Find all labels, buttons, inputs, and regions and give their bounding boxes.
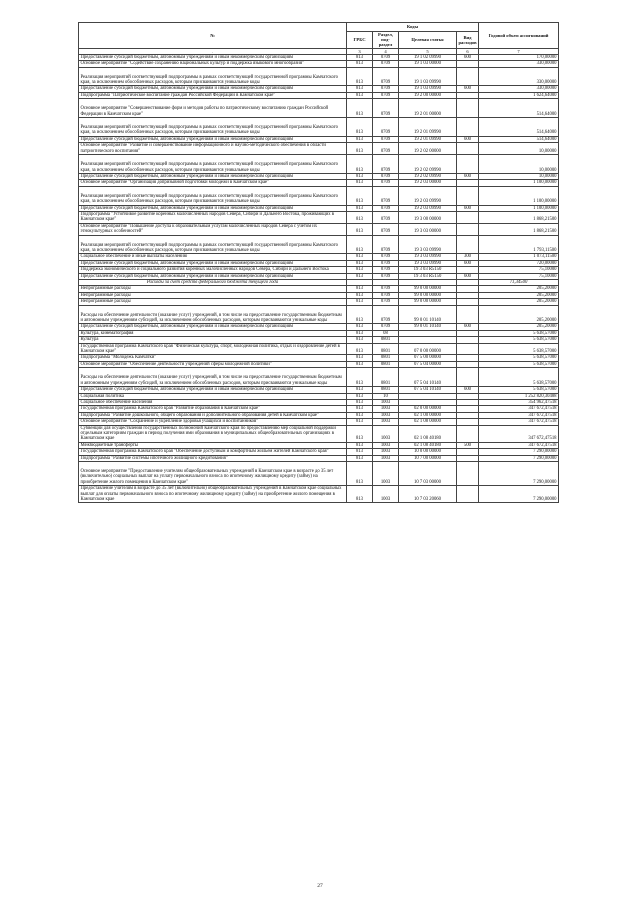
cell-grbs: 813 — [347, 387, 373, 393]
cell-name: Предоставление субсидий бюджетным, автономным учреждениям и иным некоммерческим организациям — [79, 324, 347, 330]
cell-section: 0709 — [373, 292, 399, 298]
cell-amount: 7 290,00000 — [479, 461, 559, 485]
cell-amount: 7 290,00000 — [479, 486, 559, 503]
table-row — [79, 155, 559, 174]
cell-amount: 205,20000 — [479, 286, 559, 292]
cell-grbs: 813 — [347, 260, 373, 266]
cell-target: 07 5 04 10140 — [399, 368, 457, 387]
cell-name: Основное мероприятие "Повышение доступа к образовательным услугам малочисленных народов Севера с учетом их этнокультурных особенностей" — [79, 223, 347, 235]
cell-target: 02 1 00 00000 — [399, 412, 457, 418]
col-header-grbs: ГРБС — [347, 32, 373, 49]
cell-target: 19 3 00 00000 — [399, 211, 457, 223]
cell-section: 1003 — [373, 486, 399, 503]
cell-section: 0709 — [373, 180, 399, 186]
cell-grbs: 813 — [347, 299, 373, 305]
cell-target: 19 1 03 09990 — [399, 86, 457, 92]
cell-name: Основное мероприятие "Сохранение и укрепление здоровья учащихся и воспитанников" — [79, 419, 347, 425]
cell-grbs: 813 — [347, 419, 373, 425]
cell-section: 0709 — [373, 54, 399, 60]
cell-exp: 600 — [457, 324, 479, 330]
cell-name: Предоставление субсидий бюджетным, автономным учреждениям и иным некоммерческим организациям — [79, 260, 347, 266]
cell-target: 10 7 03 00000 — [399, 461, 457, 485]
cell-exp — [457, 461, 479, 485]
cell-amount: 5 638,57000 — [479, 361, 559, 367]
cell-target: 07 5 04 00000 — [399, 361, 457, 367]
cell-grbs: 813 — [347, 330, 373, 336]
cell-name: Предоставление субсидий бюджетным, автономным учреждениям и иным некоммерческим организациям — [79, 205, 347, 211]
cell-grbs: 813 — [347, 67, 373, 86]
cell-section: 0709 — [373, 67, 399, 86]
cell-name: Социальное обеспечение и иные выплаты населению — [79, 254, 347, 260]
cell-exp — [457, 99, 479, 118]
cell-name: Подпрограмма "Развитие дошкольного, общего образования и дополнительного образования детей в Камчатском крае" — [79, 412, 347, 418]
cell-amount: 347 672,47518 — [479, 442, 559, 448]
cell-target: 10 7 03 20060 — [399, 486, 457, 503]
cell-grbs: 813 — [347, 343, 373, 355]
cell-name: Расходы за счет средств федерального бюджета текущего года — [79, 280, 347, 286]
cell-name: Предоставление учителям в возрасте до 35 лет (включительно) общеобразовательных учреждений в Камчатском крае социальных выплат для оплаты первоначального взноса по ипотечному жилищному кредиту (займу) на приобретение жилого помещения в Камчатском крае — [79, 486, 347, 503]
cell-target: 99 0 01 10140 — [399, 324, 457, 330]
cell-section: 1003 — [373, 419, 399, 425]
cell-section: 0801 — [373, 343, 399, 355]
cell-grbs: 813 — [347, 254, 373, 260]
cell-amount: 514,64000 — [479, 118, 559, 137]
cell-target: 19 2 02 09990 — [399, 155, 457, 174]
cell-name: Межбюджетные трансферты — [79, 442, 347, 448]
table-row — [79, 486, 559, 503]
table-row — [79, 186, 559, 205]
cell-section: 1003 — [373, 455, 399, 461]
cell-target: 02 0 00 00000 — [399, 406, 457, 412]
table-row — [79, 368, 559, 387]
cell-name: Основное мероприятие "Совершенствование форм и методов работы по патриотическому воспитанию граждан Российской Федерации в Камчатском крае" — [79, 99, 347, 118]
cell-exp — [457, 143, 479, 155]
cell-amount: 1 100,00000 — [479, 180, 559, 186]
cell-name: Подпрограмма "Устойчивое развитие коренных малочисленных народов Севера, Сибири и Дальнего Востока, проживающих в Камчатском крае" — [79, 211, 347, 223]
cell-amount: 5 638,57000 — [479, 343, 559, 355]
cell-amount: 1 868,21500 — [479, 223, 559, 235]
cell-name: Предоставление субсидий бюджетным, автономным учреждениям и иным некоммерческим организациям — [79, 54, 347, 60]
table-row — [79, 118, 559, 137]
cell-grbs: 813 — [347, 286, 373, 292]
cell-grbs: 813 — [347, 361, 373, 367]
cell-section: 0709 — [373, 92, 399, 98]
cell-exp — [457, 235, 479, 254]
col-index: 7 — [479, 48, 559, 54]
cell-section: 0801 — [373, 387, 399, 393]
cell-grbs: 813 — [347, 355, 373, 361]
cell-name: Подпрограмма "Развитие системы ипотечного жилищного кредитования" — [79, 455, 347, 461]
cell-amount: 347 672,47518 — [479, 419, 559, 425]
cell-grbs: 813 — [347, 461, 373, 485]
cell-section: 0709 — [373, 267, 399, 273]
cell-exp: 600 — [457, 173, 479, 179]
cell-section: 0709 — [373, 260, 399, 266]
cell-section: 0709 — [373, 136, 399, 142]
cell-exp — [457, 305, 479, 324]
cell-grbs: 813 — [347, 273, 373, 279]
cell-section: 0709 — [373, 205, 399, 211]
cell-name: Реализация мероприятий соответствующей подпрограммы в рамках соответствующей государственной программы Камчатского края, за исключением обособленных расходов, которым присваиваются уникальные коды — [79, 118, 347, 137]
cell-target: 99 0 00 00000 — [399, 292, 457, 298]
cell-section: 0801 — [373, 337, 399, 343]
cell-name: Государственная программа Камчатского края "Развитие образования в Камчатском крае" — [79, 406, 347, 412]
cell-target: 19 3 03 09990 — [399, 254, 457, 260]
col-index: . — [79, 48, 347, 54]
cell-amount: 1 073,11500 — [479, 254, 559, 260]
table-row — [79, 67, 559, 86]
cell-grbs: 813 — [347, 412, 373, 418]
col-header-exp: Вид расходов — [457, 32, 479, 49]
cell-name: Культура, кинематография — [79, 330, 347, 336]
cell-target: 07 5 04 10140 — [399, 387, 457, 393]
cell-grbs: 813 — [347, 61, 373, 67]
cell-target: 99 0 00 00000 — [399, 299, 457, 305]
col-header-section: Раздел, под- раздел — [373, 32, 399, 49]
cell-grbs: 813 — [347, 442, 373, 448]
cell-target: 19 2 02 00000 — [399, 143, 457, 155]
cell-name: Основное мероприятие "Предоставление учителям общеобразовательных учреждений в Камчатском крае в возрасте до 35 лет (включительно) социальных выплат на уплату первоначального взноса по ипотечному жилищному кредиту (займу) на приобретение жилого помещения в Камчатском крае" — [79, 461, 347, 485]
table-row — [79, 461, 559, 485]
cell-section: 0709 — [373, 61, 399, 67]
cell-name: Культура — [79, 337, 347, 343]
cell-amount: 330,00000 — [479, 67, 559, 86]
cell-target: 02 1 08 40180 — [399, 442, 457, 448]
col-header-num: № — [79, 23, 347, 49]
cell-section: 0709 — [373, 235, 399, 254]
cell-section: 1003 — [373, 412, 399, 418]
cell-name: Поддержка экономического и социального развития коренных малочисленных народов Севера, Сибири и Дальнего Востока — [79, 267, 347, 273]
cell-section: 0709 — [373, 324, 399, 330]
cell-grbs: 813 — [347, 292, 373, 298]
cell-exp: 600 — [457, 54, 479, 60]
cell-exp — [457, 211, 479, 223]
cell-exp: 600 — [457, 205, 479, 211]
cell-amount: 720,00000 — [479, 260, 559, 266]
cell-grbs: 813 — [347, 449, 373, 455]
cell-exp: 600 — [457, 260, 479, 266]
cell-target: 19 3 03 R5150 — [399, 267, 457, 273]
cell-section: 0709 — [373, 211, 399, 223]
col-header-amount: Годовой объем ассигнований — [479, 23, 559, 49]
table-row — [79, 425, 559, 442]
cell-amount: 10,00000 — [479, 143, 559, 155]
cell-target: 19 1 02 09990 — [399, 54, 457, 60]
cell-name: Подпрограмма "Молодежь Камчатки" — [79, 355, 347, 361]
cell-amount: 5 638,57000 — [479, 337, 559, 343]
cell-target: 19 3 03 09990 — [399, 235, 457, 254]
cell-exp: 600 — [457, 136, 479, 142]
cell-amount: 7 290,00000 — [479, 449, 559, 455]
cell-target: 19 3 03 00000 — [399, 223, 457, 235]
document-page — [78, 22, 558, 503]
cell-exp — [457, 368, 479, 387]
cell-amount: 1 100,00000 — [479, 186, 559, 205]
cell-name: Государственная программа Камчатского края "Обеспечение доступным и комфортным жильем жителей Камчатского края" — [79, 449, 347, 455]
cell-amount: 75,10000 — [479, 267, 559, 273]
cell-grbs: 813 — [347, 425, 373, 442]
cell-target: 19 2 03 00000 — [399, 180, 457, 186]
cell-target: 19 2 01 09990 — [399, 136, 457, 142]
cell-amount: 354 962,47518 — [479, 399, 559, 405]
cell-section: 10 — [373, 393, 399, 399]
cell-section: 0709 — [373, 299, 399, 305]
cell-section: 0709 — [373, 173, 399, 179]
cell-grbs: 813 — [347, 92, 373, 98]
cell-target: 19 1 03 09990 — [399, 67, 457, 86]
cell-name: Реализация мероприятий соответствующей подпрограммы в рамках соответствующей государственной программы Камчатского края, за исключением обособленных расходов, которым присваиваются уникальные коды — [79, 67, 347, 86]
cell-name: Предоставление субсидий бюджетным, автономным учреждениям и иным некоммерческим организациям — [79, 387, 347, 393]
table-row — [79, 223, 559, 235]
cell-section: 0709 — [373, 254, 399, 260]
cell-target: 19 2 03 09990 — [399, 205, 457, 211]
cell-exp — [457, 343, 479, 355]
cell-amount: 347 672,47518 — [479, 425, 559, 442]
cell-grbs: 813 — [347, 54, 373, 60]
cell-target: 19 2 03 09990 — [399, 186, 457, 205]
cell-section: 1003 — [373, 425, 399, 442]
cell-name: Предоставление субсидий бюджетным, автономным учреждениям и иным некоммерческим организациям — [79, 173, 347, 179]
table-body — [79, 54, 559, 503]
cell-amount: 10,00000 — [479, 173, 559, 179]
cell-target: 10 7 00 00000 — [399, 455, 457, 461]
cell-name: Непрограммные расходы — [79, 286, 347, 292]
cell-section: 0709 — [373, 143, 399, 155]
cell-target: 19 2 00 00000 — [399, 92, 457, 98]
cell-target: 19 3 03 R5150 — [399, 273, 457, 279]
table-row — [79, 99, 559, 118]
cell-section: 0709 — [373, 305, 399, 324]
cell-amount: 5 638,57000 — [479, 368, 559, 387]
cell-section: 0801 — [373, 368, 399, 387]
cell-section: 0709 — [373, 118, 399, 137]
cell-target: 10 0 00 00000 — [399, 449, 457, 455]
cell-grbs: 813 — [347, 223, 373, 235]
cell-amount: 7 290,00000 — [479, 455, 559, 461]
cell-name: Подпрограмма "Патриотическое воспитание граждан Российской Федерации в Камчатском крае" — [79, 92, 347, 98]
cell-amount: 330,00000 — [479, 61, 559, 67]
cell-name: Государственная программа Камчатского края "Физическая культура, спорт, молодежная политика, отдых и оздоровление детей в Камчатском крае" — [79, 343, 347, 355]
cell-grbs: 813 — [347, 205, 373, 211]
table-row — [79, 235, 559, 254]
cell-exp — [457, 155, 479, 174]
cell-amount: 5 638,57000 — [479, 355, 559, 361]
cell-grbs: 813 — [347, 99, 373, 118]
cell-target: 02 1 08 00000 — [399, 419, 457, 425]
cell-target: 19 3 03 09990 — [399, 260, 457, 266]
cell-target: 99 0 00 00000 — [399, 286, 457, 292]
cell-section: 1003 — [373, 449, 399, 455]
cell-amount: 10,00000 — [479, 155, 559, 174]
cell-grbs: 813 — [347, 455, 373, 461]
col-index: 3 — [347, 48, 373, 54]
cell-grbs: 813 — [347, 235, 373, 254]
cell-target: 19 2 01 09990 — [399, 118, 457, 137]
cell-grbs: 813 — [347, 324, 373, 330]
cell-amount: 1 252 820,30488 — [479, 393, 559, 399]
cell-name: Расходы на обеспечение деятельности (оказание услуг) учреждений, в том числе на предоставление государственным бюджетным и автономным учреждениям субсидий, за исключением обособленных расходов, которым присваиваются уникальные коды — [79, 368, 347, 387]
cell-amount: 5 638,57000 — [479, 387, 559, 393]
cell-name: Субвенции для осуществления государственных полномочий Камчатского края по предоставлению мер социальной поддержки отдельным категориям граждан в период получения ими образования в муниципальных общеобразовательных организациях в Камчатском крае — [79, 425, 347, 442]
cell-section: 0709 — [373, 286, 399, 292]
cell-target: 99 0 01 10140 — [399, 305, 457, 324]
cell-target: 19 2 02 09990 — [399, 173, 457, 179]
cell-section: 1003 — [373, 442, 399, 448]
cell-target: 07 0 00 00000 — [399, 343, 457, 355]
cell-amount: 1 624,64000 — [479, 92, 559, 98]
cell-amount: 1 793,11500 — [479, 235, 559, 254]
cell-amount: 205,20000 — [479, 292, 559, 298]
cell-section: 0709 — [373, 86, 399, 92]
cell-grbs: 813 — [347, 86, 373, 92]
col-index: 4 — [373, 48, 399, 54]
cell-name: Предоставление субсидий бюджетным, автономным учреждениям и иным некоммерческим организациям — [79, 273, 347, 279]
cell-grbs: 813 — [347, 211, 373, 223]
cell-name: Реализация мероприятий соответствующей подпрограммы в рамках соответствующей государственной программы Камчатского края, за исключением обособленных расходов, которым присваиваются уникальные коды — [79, 186, 347, 205]
cell-exp: 500 — [457, 442, 479, 448]
cell-grbs: 813 — [347, 368, 373, 387]
cell-section: 1003 — [373, 461, 399, 485]
cell-section: 1003 — [373, 399, 399, 405]
cell-grbs: 813 — [347, 337, 373, 343]
cell-section: 0801 — [373, 355, 399, 361]
cell-amount: 1 100,00000 — [479, 205, 559, 211]
cell-amount: 71,34500 — [479, 280, 559, 286]
cell-amount: 347 672,47518 — [479, 406, 559, 412]
cell-amount: 170,00000 — [479, 54, 559, 60]
cell-exp — [457, 118, 479, 137]
cell-exp: 600 — [457, 387, 479, 393]
cell-name: Реализация мероприятий соответствующей подпрограммы в рамках соответствующей государственной программы Камчатского края, за исключением обособленных расходов, которым присваиваются уникальные коды — [79, 155, 347, 174]
cell-name: Социальное обеспечение населения — [79, 399, 347, 405]
cell-amount: 347 672,47518 — [479, 412, 559, 418]
table-row — [79, 143, 559, 155]
cell-grbs: 813 — [347, 136, 373, 142]
col-header-codes: Коды — [347, 23, 479, 32]
cell-section: 0709 — [373, 273, 399, 279]
cell-name: Основное мероприятие "Организация допризывной подготовки молодежи в Камчатском крае" — [79, 180, 347, 186]
cell-amount: 75,10000 — [479, 273, 559, 279]
cell-name: Социальная политика — [79, 393, 347, 399]
cell-exp: 300 — [457, 254, 479, 260]
cell-grbs: 813 — [347, 186, 373, 205]
cell-section: 1003 — [373, 406, 399, 412]
cell-grbs: 813 — [347, 305, 373, 324]
cell-exp: 600 — [457, 86, 479, 92]
cell-amount: 205,20000 — [479, 324, 559, 330]
cell-exp — [457, 223, 479, 235]
cell-amount: 5 638,57000 — [479, 330, 559, 336]
cell-amount: 514,64000 — [479, 136, 559, 142]
cell-name: Непрограммные расходы — [79, 299, 347, 305]
cell-exp — [457, 186, 479, 205]
cell-section: 0709 — [373, 155, 399, 174]
col-index: 6 — [457, 48, 479, 54]
cell-grbs: 813 — [347, 399, 373, 405]
cell-section: 0709 — [373, 99, 399, 118]
cell-grbs: 813 — [347, 173, 373, 179]
cell-exp — [457, 425, 479, 442]
cell-grbs: 813 — [347, 143, 373, 155]
cell-name: Основное мероприятие "Содействие сохранению национальных культур и поддержка языкового многообразия" — [79, 61, 347, 67]
cell-grbs: 813 — [347, 267, 373, 273]
cell-exp — [457, 67, 479, 86]
cell-section: 0709 — [373, 186, 399, 205]
cell-target: 07 5 00 00000 — [399, 355, 457, 361]
cell-name: Основное мероприятие "Развитие и совершенствование информационного и научно-методического обеспечения в области патриотического воспитания" — [79, 143, 347, 155]
cell-amount: 205,20000 — [479, 299, 559, 305]
cell-section: 0709 — [373, 223, 399, 235]
cell-grbs: 813 — [347, 486, 373, 503]
table-row — [79, 305, 559, 324]
page-number: 27 — [317, 883, 323, 889]
cell-exp: 600 — [457, 273, 479, 279]
cell-name: Непрограммные расходы — [79, 292, 347, 298]
cell-amount: 205,20000 — [479, 305, 559, 324]
cell-target: 02 1 08 40180 — [399, 425, 457, 442]
cell-grbs: 813 — [347, 393, 373, 399]
cell-name: Реализация мероприятий соответствующей подпрограммы в рамках соответствующей государственной программы Камчатского края, за исключением обособленных расходов, которым присваиваются уникальные коды — [79, 235, 347, 254]
col-header-target: Целевая статья — [399, 32, 457, 49]
cell-grbs: 813 — [347, 406, 373, 412]
table-row — [79, 343, 559, 355]
cell-name: Основное мероприятие "Обеспечение деятельности учреждений сферы молодежной политики" — [79, 361, 347, 367]
cell-target: 19 2 01 00000 — [399, 99, 457, 118]
table-row — [79, 211, 559, 223]
cell-section: 08 — [373, 330, 399, 336]
cell-exp — [457, 486, 479, 503]
cell-grbs: 813 — [347, 155, 373, 174]
budget-table — [78, 22, 559, 503]
cell-section: 0801 — [373, 361, 399, 367]
cell-grbs: 813 — [347, 118, 373, 137]
cell-amount: 514,64000 — [479, 99, 559, 118]
cell-name: Расходы на обеспечение деятельности (оказание услуг) учреждений, в том числе на предоставление государственным бюджетным и автономным учреждениям субсидий, за исключением обособленных расходов, которым присваиваются уникальные коды — [79, 305, 347, 324]
cell-name: Предоставление субсидий бюджетным, автономным учреждениям и иным некоммерческим организациям — [79, 136, 347, 142]
cell-grbs: 813 — [347, 180, 373, 186]
col-index: 5 — [399, 48, 457, 54]
cell-target: 19 1 03 00000 — [399, 61, 457, 67]
cell-amount: 1 868,21500 — [479, 211, 559, 223]
cell-amount: 330,00000 — [479, 86, 559, 92]
cell-name: Предоставление субсидий бюджетным, автономным учреждениям и иным некоммерческим организациям — [79, 86, 347, 92]
